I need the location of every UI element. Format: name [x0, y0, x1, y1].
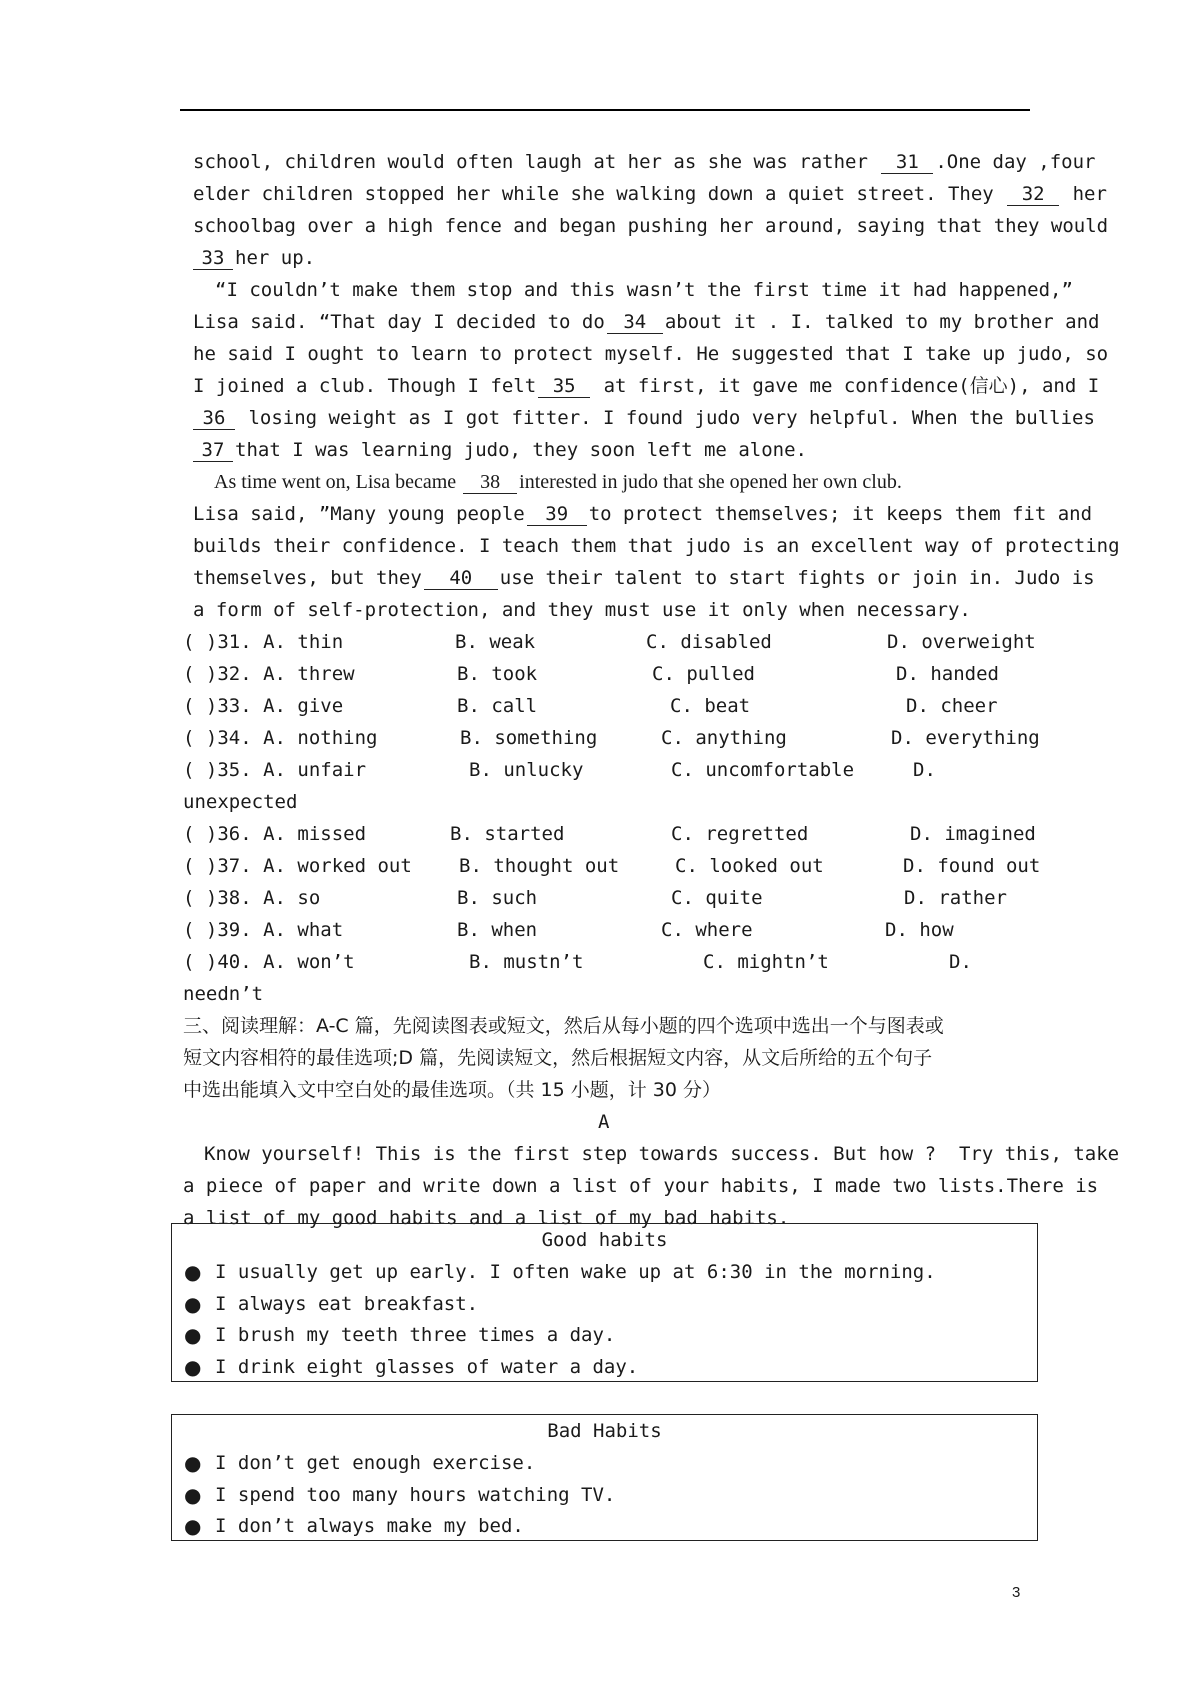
instruction-line: 三、阅读理解：A-C 篇，先阅读图表或短文，然后从每小题的四个选项中选出一个与图表或	[183, 1015, 944, 1037]
passage-line: builds their confidence. I teach them that judo is an excellent way of protecting	[193, 535, 1120, 557]
habit-item: ● I always eat breakfast.	[172, 1288, 1037, 1320]
bullet-icon: ●	[184, 1323, 202, 1348]
passage-line: school, children would often laugh at her as she was rather 31 .One day ,four	[193, 151, 1096, 173]
blank-36: 36	[193, 407, 235, 430]
blank-35: 35	[538, 375, 590, 398]
passage-line: themselves, but they 40 use their talent to start fights or join in. Judo is	[193, 567, 1095, 589]
passage-line: Lisa said, ”Many young people 39 to protect themselves; it keeps them fit and	[193, 503, 1093, 525]
bullet-icon: ●	[184, 1291, 202, 1316]
section-a-label: A	[598, 1111, 610, 1133]
passage-line: 36 losing weight as I got fitter. I found judo very helpful. When the bullies	[193, 402, 1095, 434]
passage-line: 33 her up.	[193, 242, 315, 274]
instruction-line: 中选出能填入文中空白处的最佳选项。（共 15 小题，计 30 分）	[183, 1079, 722, 1101]
question-32: ( )32. A. threw B. took C. pulled D. handed	[183, 663, 999, 685]
good-habits-box	[171, 1223, 1038, 1382]
blank-32: 32	[1007, 183, 1059, 206]
passage-line: Lisa said. “That day I decided to do 34 about it . I. talked to my brother and	[193, 311, 1100, 333]
question-40: ( )40. A. won’t B. mustn’t C. mightn’t D.	[183, 951, 972, 973]
question-38: ( )38. A. so B. such C. quite D. rather	[183, 887, 1007, 909]
question-31: ( )31. A. thin B. weak C. disabled D. overweight	[183, 631, 1036, 653]
blank-38: 38	[463, 471, 517, 494]
blank-33: 33	[193, 247, 233, 270]
bullet-icon: ●	[184, 1260, 202, 1284]
intro-line: Know yourself! This is the first step towards success. But how ? Try this, take	[204, 1143, 1120, 1165]
question-40-wrap: needn’t	[183, 983, 264, 1005]
question-34: ( )34. A. nothing B. something C. anything D. everything	[183, 727, 1040, 749]
question-35: ( )35. A. unfair B. unlucky C. uncomfortable D.	[183, 759, 936, 781]
passage-line: As time went on, Lisa became 38 interested in judo that she opened her own club.	[214, 471, 902, 493]
blank-39: 39	[527, 503, 587, 526]
question-33: ( )33. A. give B. call C. beat D. cheer	[183, 695, 998, 717]
question-39: ( )39. A. what B. when C. where D. how	[183, 919, 954, 941]
question-37: ( )37. A. worked out B. thought out C. looked out D. found out	[183, 855, 1041, 877]
habit-item: ● I spend too many hours watching TV.	[172, 1479, 1037, 1511]
header-rule	[180, 109, 1030, 111]
habit-item: ● I don’t get enough exercise.	[172, 1447, 1037, 1479]
blank-40: 40	[424, 567, 498, 590]
bullet-icon: ●	[184, 1451, 202, 1475]
intro-line: a list of my good habits and a list of my bad habits.	[183, 1207, 790, 1229]
bullet-icon: ●	[184, 1514, 202, 1539]
habit-item: ● I don’t always make my bed.	[172, 1510, 1037, 1542]
bullet-icon: ●	[184, 1355, 202, 1380]
question-36: ( )36. A. missed B. started C. regretted D. imagined	[183, 823, 1036, 845]
passage-line: I joined a club. Though I felt 35 at first, it gave me confidence(信心), and I	[193, 375, 1100, 397]
question-35-wrap: unexpected	[183, 791, 298, 813]
passage-line: elder children stopped her while she walking down a quiet street. They 32 her	[193, 183, 1107, 205]
bad-habits-box	[171, 1414, 1038, 1541]
intro-line: a piece of paper and write down a list of your habits, I made two lists.There is	[183, 1175, 1099, 1197]
passage-line: 37 that I was learning judo, they soon left me alone.	[193, 434, 807, 466]
bullet-icon: ●	[184, 1482, 202, 1507]
habit-item: ● I drink eight glasses of water a day.	[172, 1351, 1037, 1383]
instruction-line: 短文内容相符的最佳选项;D 篇，先阅读短文，然后根据短文内容，从文后所给的五个句子	[183, 1047, 933, 1069]
passage-line: “I couldn’t make them stop and this wasn’t the first time it had happened,”	[215, 279, 1073, 301]
habit-item: ● I usually get up early. I often wake up at 6:30 in the morning.	[172, 1256, 1037, 1288]
passage-line: schoolbag over a high fence and began pushing her around, saying that they would	[193, 215, 1109, 237]
passage-line: he said I ought to learn to protect myself. He suggested that I take up judo, so	[193, 343, 1109, 365]
habit-item: ● I brush my teeth three times a day.	[172, 1319, 1037, 1351]
blank-34: 34	[607, 311, 663, 334]
bad-habits-title: Bad Habits	[547, 1420, 662, 1442]
passage-line: a form of self-protection, and they must use it only when necessary.	[193, 599, 971, 621]
page-number: 3	[1012, 1584, 1021, 1601]
good-habits-title: Good habits	[541, 1229, 668, 1251]
blank-31: 31	[881, 151, 933, 174]
blank-37: 37	[193, 439, 233, 462]
